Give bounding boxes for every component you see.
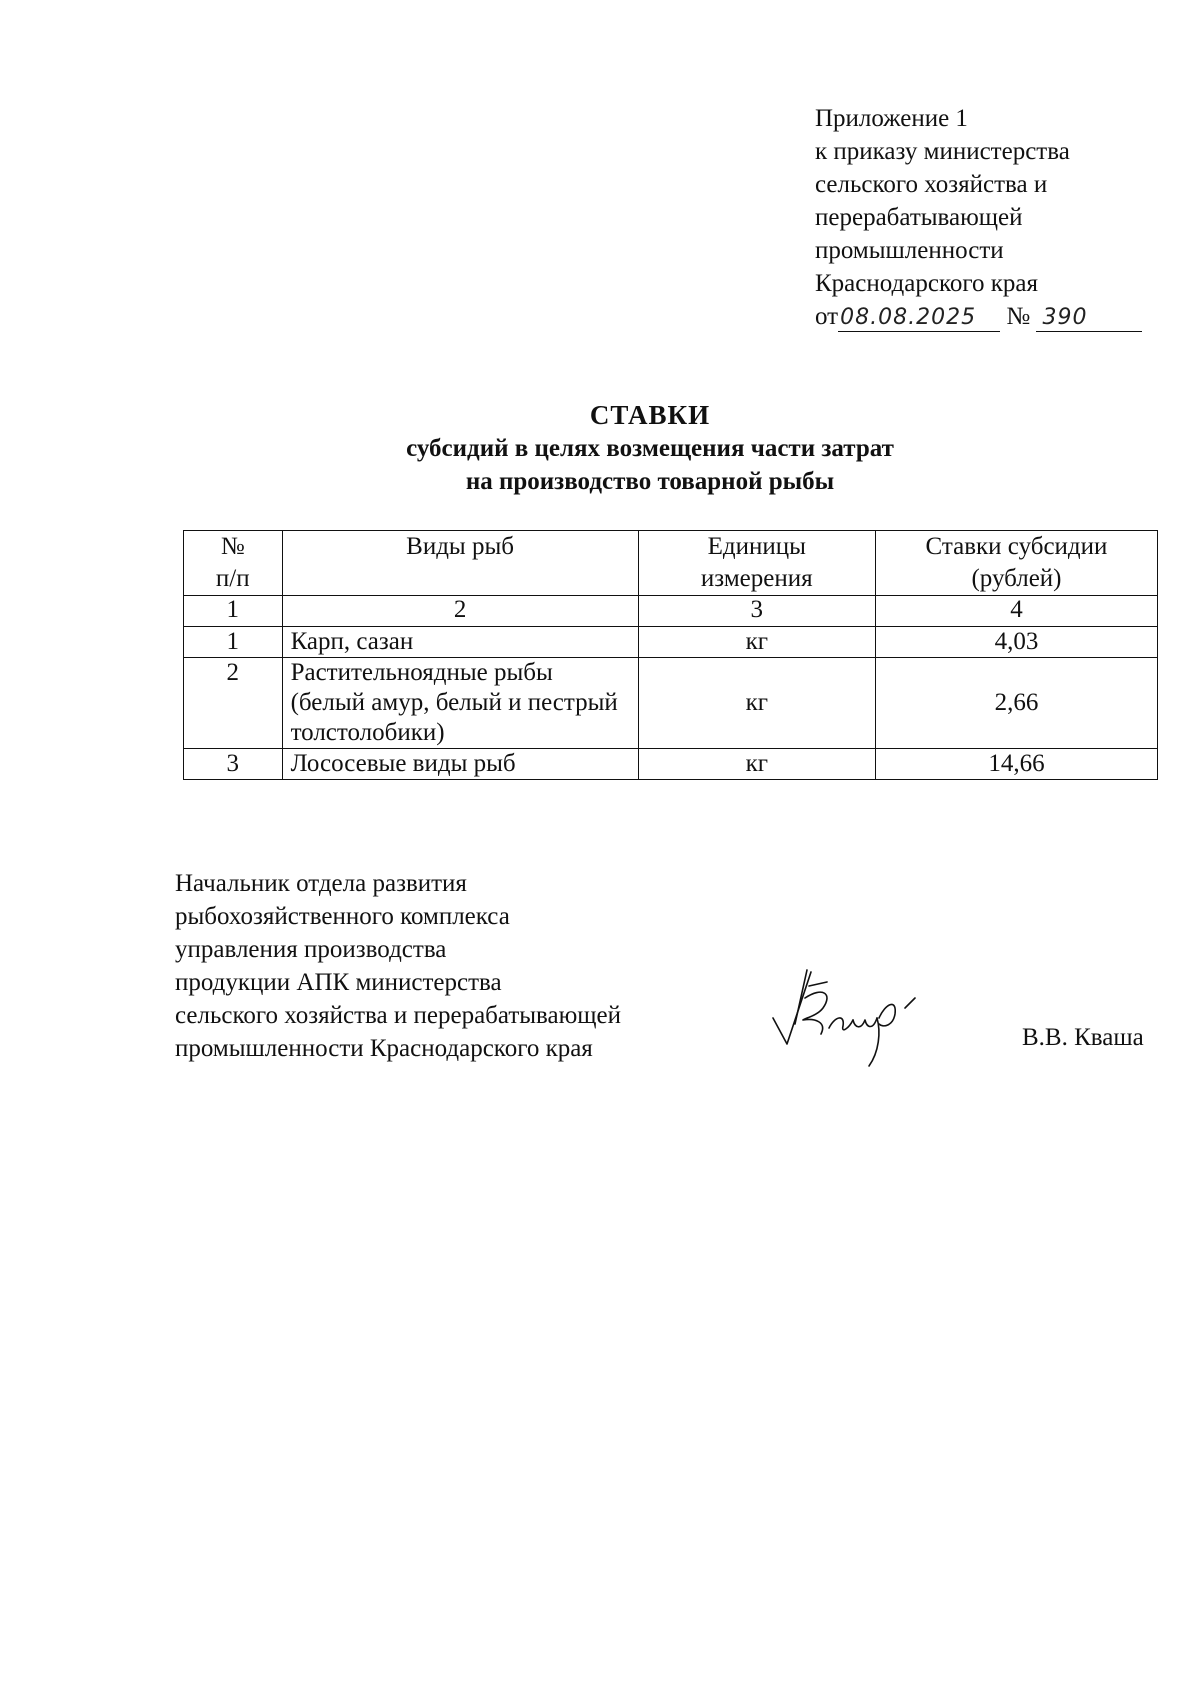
number-prefix: № <box>1006 303 1031 330</box>
position-line: рыбохозяйственного комплекса <box>175 903 510 930</box>
title-main: СТАВКИ <box>589 400 711 430</box>
date-prefix: от <box>815 303 839 330</box>
appendix-line: перерабатывающей <box>815 204 1023 231</box>
header-num-line: п/п <box>215 565 250 592</box>
table-row <box>184 749 1158 780</box>
appendix-line: Приложение 1 <box>815 105 968 132</box>
position-line: сельского хозяйства и перерабатывающей <box>175 1002 622 1029</box>
title-sub-1: субсидий в целях возмещения части затрат <box>406 435 894 462</box>
header-rate-line: Ставки субсидии <box>925 533 1108 560</box>
order-date: 08.08.2025 <box>838 305 1000 332</box>
column-number-row <box>184 596 1158 627</box>
signature-title-block <box>175 867 735 1065</box>
row-kind: Карп, сазан <box>282 627 638 658</box>
table-row <box>184 627 1158 658</box>
table-row <box>184 658 1158 749</box>
row-rate: 2,66 <box>875 658 1157 749</box>
row-rate: 4,03 <box>875 627 1157 658</box>
title-sub-2: на производство товарной рыбы <box>465 468 835 495</box>
appendix-header <box>815 102 1185 333</box>
table-header-row <box>184 531 1158 596</box>
column-number: 3 <box>638 596 875 627</box>
appendix-line: к приказу министерства <box>815 138 1070 165</box>
header-kind <box>282 531 638 596</box>
header-rate-line: (рублей) <box>971 565 1062 592</box>
row-unit: кг <box>638 627 875 658</box>
row-rate: 14,66 <box>875 749 1157 780</box>
column-number: 1 <box>184 596 283 627</box>
header-unit <box>638 531 875 596</box>
header-kind-label: Виды рыб <box>406 533 514 560</box>
row-unit: кг <box>638 658 875 749</box>
row-kind: Лососевые виды рыб <box>282 749 638 780</box>
header-num-line: № <box>220 533 245 560</box>
position-line: управления производства <box>175 936 447 963</box>
row-num: 2 <box>184 658 283 749</box>
document-title <box>0 398 1200 498</box>
header-unit-line: измерения <box>700 565 813 592</box>
position-line: промышленности Краснодарского края <box>175 1035 593 1062</box>
row-unit: кг <box>638 749 875 780</box>
row-kind: Растительноядные рыбы (белый амур, белый и пестрый толстолобики) <box>282 658 638 749</box>
handwritten-signature <box>765 968 955 1073</box>
position-line: продукции АПК министерства <box>175 969 502 996</box>
row-num: 1 <box>184 627 283 658</box>
position-line: Начальник отдела развития <box>175 870 467 897</box>
column-number: 4 <box>875 596 1157 627</box>
row-num: 3 <box>184 749 283 780</box>
appendix-line: Краснодарского края <box>815 270 1038 297</box>
header-num <box>184 531 283 596</box>
header-rate <box>875 531 1157 596</box>
appendix-line: промышленности <box>815 237 1004 264</box>
column-number: 2 <box>282 596 638 627</box>
signer-name: В.В. Кваша <box>1022 1024 1144 1051</box>
order-date-number <box>815 300 1185 333</box>
appendix-line: сельского хозяйства и <box>815 171 1048 198</box>
order-number: 390 <box>1036 305 1142 332</box>
header-unit-line: Единицы <box>707 533 806 560</box>
rates-table <box>183 530 1158 780</box>
